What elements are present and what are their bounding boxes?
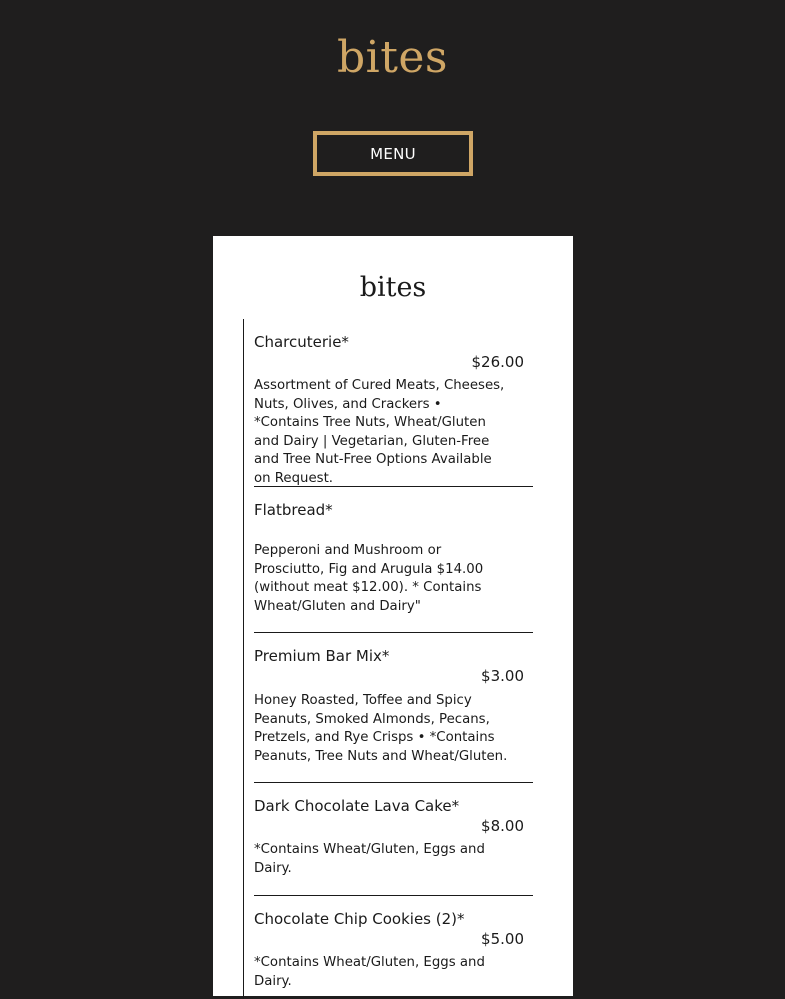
item-divider bbox=[254, 782, 533, 783]
menu-item-list bbox=[243, 319, 534, 999]
item-description: Honey Roasted, Toffee and Spicy Peanuts, Smoked Almonds, Pecans, Pretzels, and Rye Crisps • *Contains Peanuts, Tree Nuts and Wheat/Gluten. bbox=[254, 693, 508, 764]
item-divider bbox=[254, 632, 533, 633]
item-price: $8.00 bbox=[481, 817, 524, 835]
item-description: Assortment of Cured Meats, Cheeses, Nuts, Olives, and Crackers • *Contains Tree Nuts, Wheat/Gluten and Dairy | Vegetarian, Gluten-Free and Tree Nut-Free Options Available on Request. bbox=[254, 378, 505, 486]
menu-title: bites bbox=[359, 272, 427, 303]
item-name: Premium Bar Mix* bbox=[254, 647, 390, 665]
item-name: Chocolate Chip Cookies (2)* bbox=[254, 910, 465, 928]
item-description: *Contains Wheat/Gluten, Eggs and Dairy. bbox=[254, 842, 485, 876]
item-divider bbox=[254, 486, 533, 487]
item-price: $3.00 bbox=[481, 667, 524, 685]
item-name: Charcuterie* bbox=[254, 333, 349, 351]
item-name: Flatbread* bbox=[254, 501, 333, 519]
menu-button[interactable]: MENU bbox=[313, 131, 473, 176]
item-description: *Contains Wheat/Gluten, Eggs and Dairy. bbox=[254, 955, 485, 989]
brand-logo[interactable]: bites bbox=[336, 32, 449, 83]
item-name: Dark Chocolate Lava Cake* bbox=[254, 797, 460, 815]
item-price: $5.00 bbox=[481, 930, 524, 948]
menu-card bbox=[213, 236, 573, 996]
item-price: $26.00 bbox=[471, 353, 524, 371]
item-divider bbox=[254, 895, 533, 896]
item-description: Pepperoni and Mushroom or Prosciutto, Fig and Arugula $14.00 (without meat $12.00). * Contains Wheat/Gluten and Dairy" bbox=[254, 543, 484, 614]
